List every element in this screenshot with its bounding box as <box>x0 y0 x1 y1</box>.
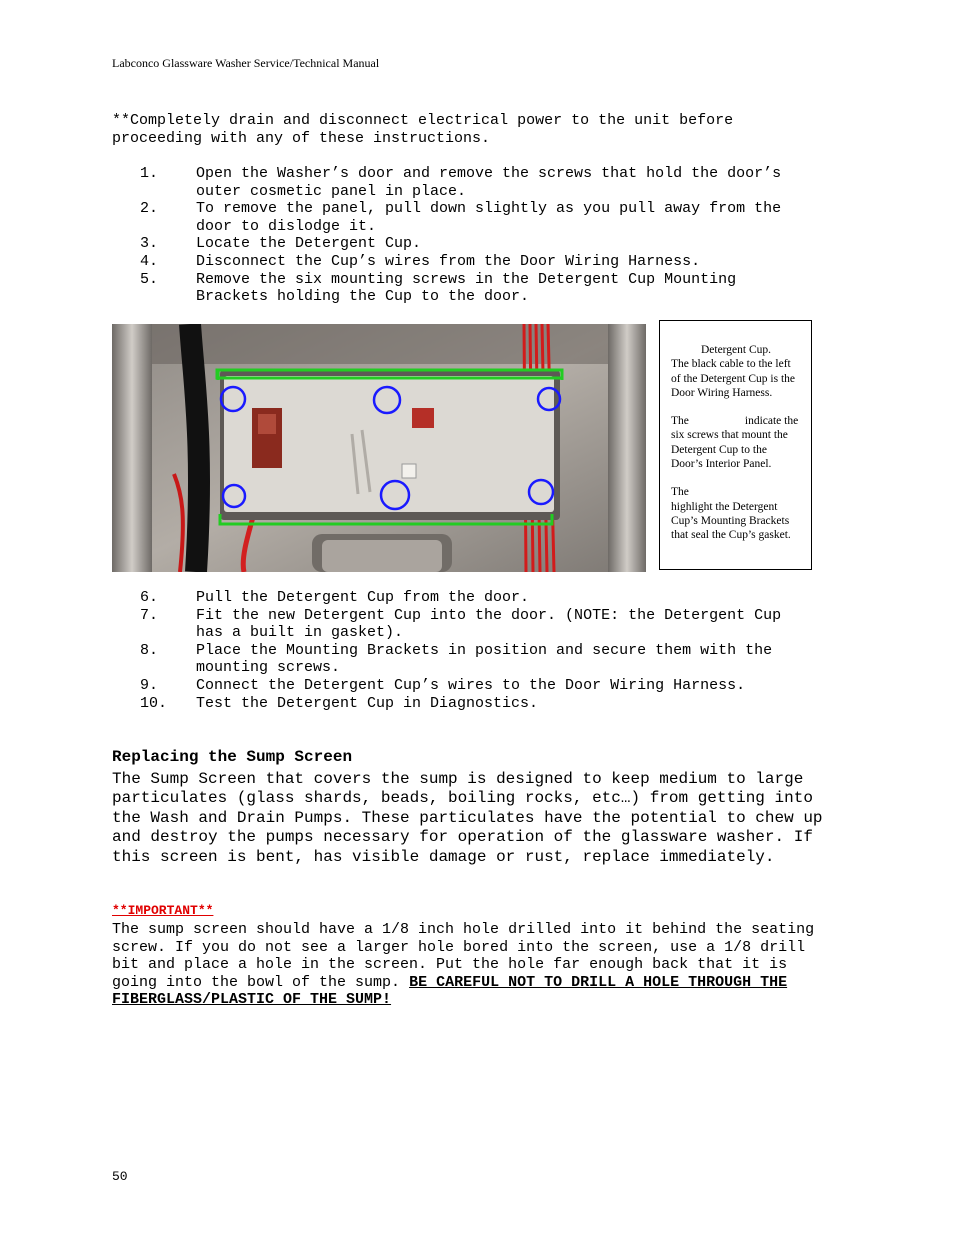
photo-caption <box>659 320 812 570</box>
step-number: 7. <box>140 606 159 624</box>
safety-warning: **Completely drain and disconnect electrical power to the unit before proceeding with any of these instructions. <box>112 112 734 147</box>
danger-text: BE CAREFUL NOT TO DRILL A HOLE THROUGH THE FIBERGLASS/PLASTIC OF THE SUMP! <box>112 973 788 1009</box>
list-item <box>112 271 816 306</box>
caption-text: The black cable to the left of the Detergent Cup is the Door Wiring Harness. <box>671 358 796 399</box>
step-number: 1. <box>140 165 159 182</box>
step-text: Locate the Detergent Cup. <box>196 235 422 253</box>
list-item <box>112 695 816 713</box>
step-text: Disconnect the Cup’s wires from the Door Wiring Harness. <box>196 252 701 270</box>
list-item <box>112 642 816 677</box>
important-label: **IMPORTANT** <box>112 903 214 918</box>
step-text: Place the Mounting Brackets in position and secure them with the mounting screws. <box>196 641 773 677</box>
instruction-steps-part1 <box>112 165 816 306</box>
step-number: 10. <box>140 694 168 712</box>
section-body: The Sump Screen that covers the sump is designed to keep medium to large particulates (glass shards, beads, boiling rocks, etc…) from getting into the Wash and Drain Pumps. These particulates have the potential to chew up and destroy the pumps necessary for operation of the glassware washer. If this screen is bent, has visible damage or rust, replace immediately. <box>112 770 823 866</box>
caption-text: The <box>671 486 689 499</box>
caption-text: The <box>671 415 689 428</box>
list-item <box>112 200 816 235</box>
important-body <box>112 921 832 1009</box>
step-text: Connect the Detergent Cup’s wires to the Door Wiring Harness. <box>196 676 746 694</box>
caption-text: highlight the Detergent Cup’s Mounting Brackets that seal the Cup’s gasket. <box>671 500 791 542</box>
list-item <box>112 677 816 695</box>
step-number: 6. <box>140 589 159 606</box>
step-text: Test the Detergent Cup in Diagnostics. <box>196 694 539 712</box>
detergent-cup-photo <box>112 324 646 572</box>
step-text: Remove the six mounting screws in the Detergent Cup Mounting Brackets holding the Cup to the door. <box>196 270 737 306</box>
list-item <box>112 165 816 200</box>
caption-title: Detergent Cup. <box>700 344 772 356</box>
caption-text: indicate <box>744 415 782 428</box>
list-item <box>112 235 816 253</box>
page-number: 50 <box>112 1169 128 1184</box>
step-number: 4. <box>140 252 159 270</box>
section-heading: Replacing the Sump Screen <box>112 748 353 766</box>
page-header: Labconco Glassware Washer Service/Technical Manual <box>112 56 380 70</box>
list-item <box>112 607 816 642</box>
step-number: 5. <box>140 270 159 288</box>
step-number: 2. <box>140 200 159 218</box>
step-text: To remove the panel, pull down slightly as you pull away from the door to dislodge it. <box>196 200 782 235</box>
step-number: 8. <box>140 641 159 659</box>
step-text: Open the Washer’s door and remove the screws that hold the door’s outer cosmetic panel in place. <box>196 165 782 200</box>
caption-text: the six screws that mount the Detergent Cup to the Door’s Interior Panel. <box>671 415 799 471</box>
step-text: Fit the new Detergent Cup into the door. (NOTE: the Detergent Cup has a built in gasket). <box>196 606 782 642</box>
instruction-steps-part2 <box>112 589 816 712</box>
step-number: 9. <box>140 676 159 694</box>
list-item <box>112 589 816 607</box>
list-item <box>112 253 816 271</box>
step-text: Pull the Detergent Cup from the door. <box>196 589 530 606</box>
important-text: The sump screen should have a 1/8 inch hole drilled into it behind the seating screw. If you do not see a larger hole bored into the screen, use a 1/8 drill bit and place a hole in the screen. Put the hole far enough back that it is going into the bowl of the sump. <box>112 921 815 991</box>
step-number: 3. <box>140 235 159 253</box>
